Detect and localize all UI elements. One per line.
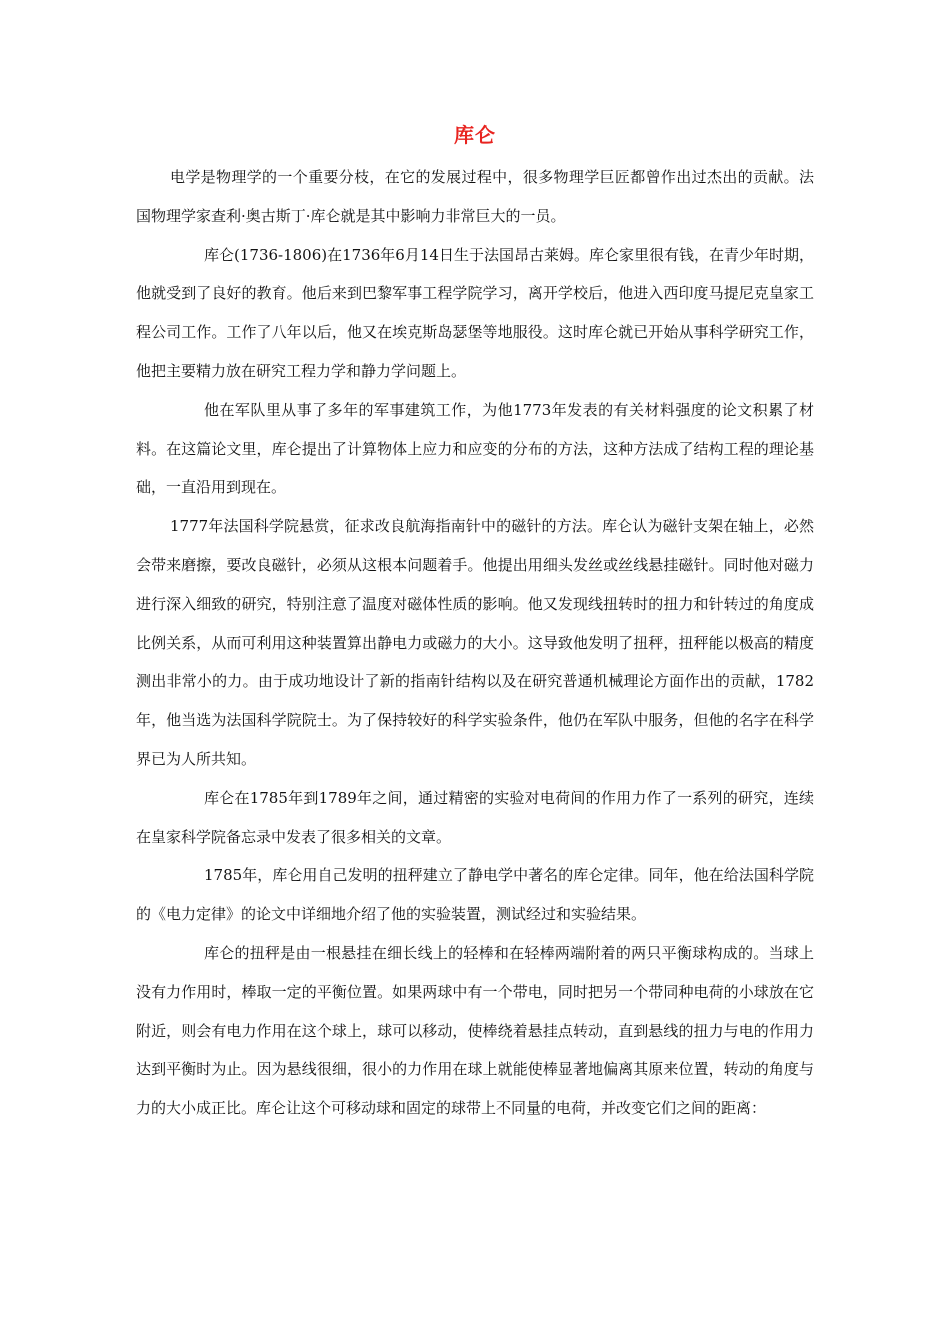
document-title: 库仑 — [454, 123, 496, 147]
paragraph-coulomb-law: 1785年，库仑用自己发明的扭秤建立了静电学中著名的库仑定律。同年，他在给法国科学院的《电力定律》的论文中详细地介绍了他的实验装置，测试经过和实验结果。 — [136, 866, 814, 924]
paragraph-electric-force-research: 库仑在1785年到1789年之间，通过精密的实验对电荷间的作用力作了一系列的研究，连续在皇家科学院备忘录中发表了很多相关的文章。 — [136, 788, 814, 846]
paragraph-compass-research: 1777年法国科学院悬赏，征求改良航海指南针中的磁针的方法。库仑认为磁针支架在轴上，必然会带来磨擦，要改良磁针，必须从这根本问题着手。他提出用细头发丝或丝线悬挂磁针。同时他对磁力进行深入细致的研究，特别注意了温度对磁体性质的影响。他又发现线扭转时的扭力和针转过的角度成比例关系，从而可利用这种装置算出静电力或磁力的大小。这导致他发明了扭秤，扭秤能以极高的精度测出非常小的力。由于成功地设计了新的指南针结构以及在研究普通机械理论方面作出的贡献，1782年，他当选为法国科学院院士。为了保持较好的科学实验条件，他仍在军队中服务，但他的名字在科学界已为人所共知。 — [136, 517, 814, 768]
paragraph-torsion-balance: 库仑的扭秤是由一根悬挂在细长线上的轻棒和在轻棒两端附着的两只平衡球构成的。当球上没有力作用时，棒取一定的平衡位置。如果两球中有一个带电，同时把另一个带同种电荷的小球放在它附近，则会有电力作用在这个球上，球可以移动，使棒绕着悬挂点转动，直到悬线的扭力与电的作用力达到平衡时为止。因为悬线很细，很小的力作用在球上就能使棒显著地偏离其原来位置，转动的角度与力的大小成正比。库仑让这个可移动球和固定的球带上不同量的电荷，并改变它们之间的距离： — [136, 943, 814, 1118]
paragraph-biography: 库仑(1736-1806)在1736年6月14日生于法国昂古莱姆。库仑家里很有钱，在青少年时期，他就受到了良好的教育。他后来到巴黎军事工程学院学习，离开学校后，他进入西印度马提尼克皇家工程公司工作。工作了八年以后，他又在埃克斯岛瑟堡等地服役。这时库仑就已开始从事科学研究工作，他把主要精力放在研究工程力学和静力学问题上。 — [136, 245, 814, 380]
paragraph-military-work: 他在军队里从事了多年的军事建筑工作，为他1773年发表的有关材料强度的论文积累了材料。在这篇论文里，库仑提出了计算物体上应力和应变的分布的方法，这种方法成了结构工程的理论基础，一直沿用到现在。 — [136, 400, 814, 497]
document-page — [136, 118, 814, 1128]
paragraph-intro: 电学是物理学的一个重要分枝，在它的发展过程中，很多物理学巨匠都曾作出过杰出的贡献。法国物理学家查利·奥古斯丁·库仑就是其中影响力非常巨大的一员。 — [136, 168, 814, 225]
